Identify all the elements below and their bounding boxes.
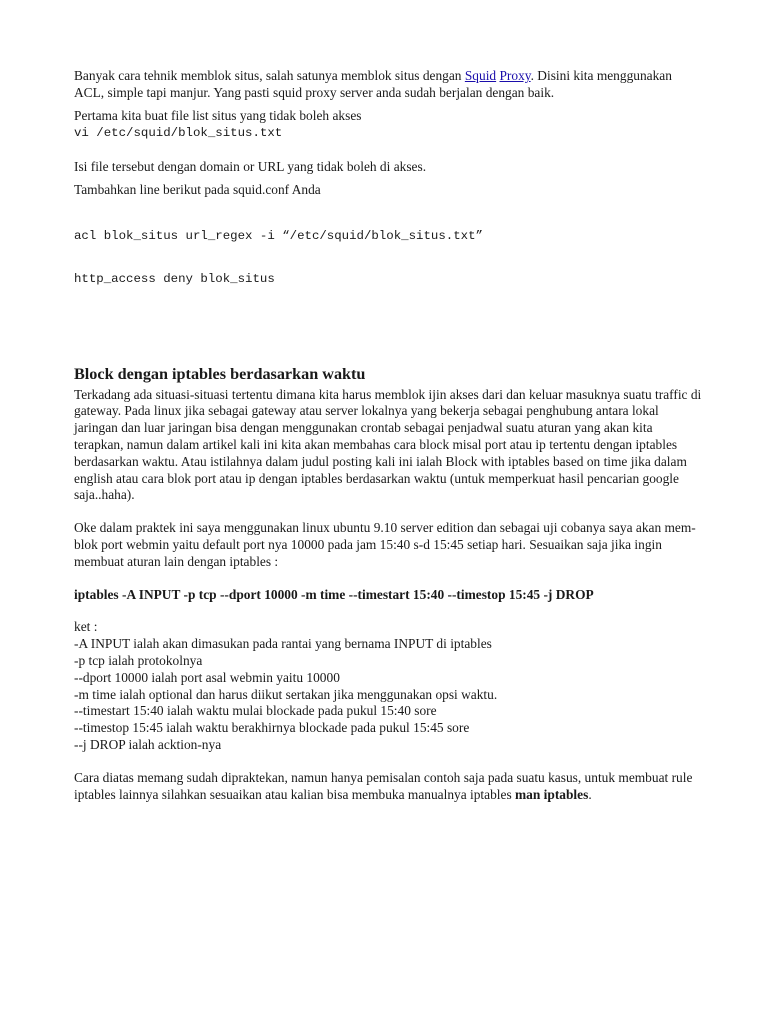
ket-item: -A INPUT ialah akan dimasukan pada rantai yang bernama INPUT di iptables <box>74 636 492 652</box>
intro-text: Banyak cara tehnik memblok situs, salah satunya memblok situs dengan <box>74 68 465 83</box>
code-acl-line: acl blok_situs url_regex -i “/etc/squid/blok_situs.txt” <box>74 229 483 244</box>
ket-item: -p tcp ialah protokolnya <box>74 653 203 668</box>
code-acl-block <box>74 200 704 315</box>
oke-paragraph: Oke dalam praktek ini saya menggunakan linux ubuntu 9.10 server edition dan sebagai uji cobanya saya akan mem-blok port webmin yaitu default port nya 10000 pada jam 15:40 s-d 15:45 setiap hari. Sesuaikan saja jika ingin membuat aturan lain dengan iptables : <box>74 520 696 569</box>
intro-text-end: . Disini kita menggunakan ACL, simple tapi manjur. Yang pasti squid proxy server anda sudah berjalan dengan baik. <box>74 68 672 100</box>
ket-item: --j DROP ialah acktion-nya <box>74 736 222 752</box>
code-http-access-line: http_access deny blok_situs <box>74 272 275 287</box>
closing-text: Cara diatas memang sudah dipraktekan, namun hanya pemisalan contoh saja pada suatu kasus, untuk membuat rule iptables lainnya silahkan sesuaikan atau kalian bisa membuka manualnya iptables <box>74 769 693 802</box>
ket-item: -m time ialah optional dan harus diikut sertakan jika menggunakan opsi waktu. <box>74 686 498 702</box>
man-iptables-bold: man iptables <box>515 786 589 802</box>
document-page <box>74 68 704 803</box>
closing-end: . <box>588 786 592 802</box>
pertama-paragraph: Pertama kita buat file list situs yang tidak boleh akses <box>74 107 362 123</box>
squid-link[interactable]: Squid <box>464 68 497 83</box>
section-heading: Block dengan iptables berdasarkan waktu <box>74 364 366 383</box>
ket-list <box>74 619 704 753</box>
code-vi-command: vi /etc/squid/blok_situs.txt <box>74 126 283 141</box>
iptables-command: iptables -A INPUT -p tcp --dport 10000 -m time --timestart 15:40 --timestop 15:45 -j DROP <box>74 586 594 602</box>
ket-label: ket : <box>74 619 98 635</box>
terkadang-paragraph: Terkadang ada situasi-situasi tertentu dimana kita harus memblok ijin akses dari dan keluar masuknya suatu traffic di gateway. Pada linux jika sebagai gateway atau server lokalnya yang bekerja sebagai penghubung antara lokal jaringan dan luar jaringan bisa dengan menggunakan crontab sebagai penjadwal suatu aturan yang akan kita terapkan, namun dalam artikel kali ini kita akan membahas cara block misal port atau ip tertentu dengan iptables berdasarkan waktu. Atau istilahnya dalam judul posting kali ini ialah Block with iptables based on time jika dalam english atau cara blok port atau ip dengan iptables berdasarkan waktu (untuk memperkuat hasil pencarian google saja..haha). <box>74 386 702 503</box>
ket-item: --timestart 15:40 ialah waktu mulai blockade pada pukul 15:40 sore <box>74 703 437 719</box>
ket-item: --dport 10000 ialah port asal webmin yaitu 10000 <box>74 669 340 685</box>
closing-paragraph <box>74 770 704 804</box>
tambahkan-paragraph: Tambahkan line berikut pada squid.conf Anda <box>74 181 321 197</box>
intro-paragraph <box>74 68 704 102</box>
isi-paragraph: Isi file tersebut dengan domain or URL yang tidak boleh di akses. <box>74 158 427 174</box>
ket-item: --timestop 15:45 ialah waktu berakhirnya blockade pada pukul 15:45 sore <box>74 720 470 736</box>
proxy-link[interactable]: Proxy <box>499 68 531 83</box>
